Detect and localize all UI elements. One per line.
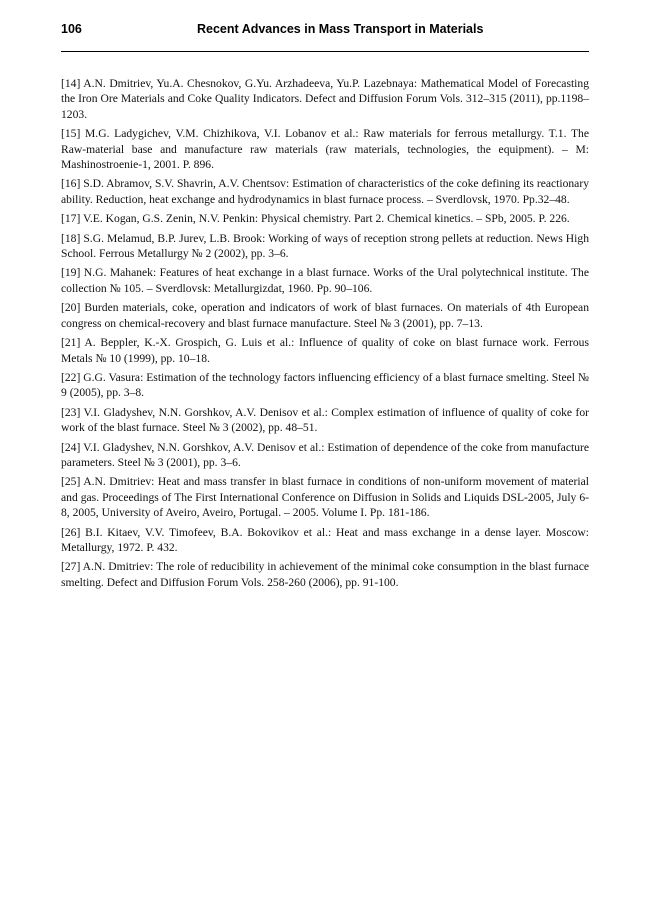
reference-item-23: [23] V.I. Gladyshev, N.N. Gorshkov, A.V. Denisov et al.: Complex estimation of influence of quality of coke for work of the blast furnace. Steel № 3 (2002), pp. 48–51. bbox=[61, 405, 589, 435]
reference-list bbox=[61, 76, 589, 590]
reference-item-17: [17] V.E. Kogan, G.S. Zenin, N.V. Penkin: Physical chemistry. Part 2. Chemical kinetics. – SPb, 2005. P. 226. bbox=[61, 212, 570, 226]
reference-item-19: [19] N.G. Mahanek: Features of heat exchange in a blast furnace. Works of the Ural polytechnical institute. The collection № 105. – Sverdlovsk: Metallurgizdat, 1960. Pp. 90–106. bbox=[61, 266, 589, 295]
reference-item-26: [26] B.I. Kitaev, V.V. Timofeev, B.A. Bokovikov et al.: Heat and mass exchange in a dense layer. Moscow: Metallurgy, 1972. P. 432. bbox=[61, 525, 589, 554]
reference-item-14: [14] A.N. Dmitriev, Yu.A. Chesnokov, G.Yu. Arzhadeeva, Yu.P. Lazebnaya: Mathematical Model of Forecasting the Iron Ore Materials and Coke Quality Indicators. Defect and Diffusion Forum Vols. 312–315 (2011), pp.1198–1203. bbox=[61, 77, 589, 121]
reference-item-18: [18] S.G. Melamud, B.P. Jurev, L.B. Brook: Working of ways of reception strong pellets at reduction. News High School. Ferrous Metallurgy № 2 (2002), pp. 3–6. bbox=[61, 231, 589, 261]
page-number: 106 bbox=[61, 22, 82, 36]
reference-item-27: [27] A.N. Dmitriev: The role of reducibility in achievement of the minimal coke consumption in the blast furnace smelting. Defect and Diffusion Forum Vols. 258-260 (2006), pp. 91-100. bbox=[61, 560, 589, 589]
header-divider bbox=[61, 51, 589, 52]
reference-item-16: [16] S.D. Abramov, S.V. Shavrin, A.V. Chentsov: Estimation of characteristics of the coke defining its reactionary ability. Reduction, heat exchange and hydrodynamics in blast furnace process. – Sverdlovsk, 1970. Pp.32–48. bbox=[61, 177, 589, 206]
reference-item-22: [22] G.G. Vasura: Estimation of the technology factors influencing efficiency of a blast furnace smelting. Steel № 9 (2005), pp. 3–8. bbox=[61, 370, 589, 400]
page-header bbox=[61, 22, 589, 44]
reference-item-15: [15] M.G. Ladygichev, V.M. Chizhikova, V.I. Lobanov et al.: Raw materials for ferrous metallurgy. T.1. The Raw-material base and manufacture raw materials (raw materials, technologies, the equipment). – M: Mashinostroenie-1, 2001. P. 896. bbox=[61, 127, 589, 172]
reference-item-20: [20] Burden materials, coke, operation and indicators of work of blast furnaces. On materials of 4th European congress on chemical-recovery and blast furnace manufacture. Steel № 3 (2001), pp. 7–13. bbox=[61, 301, 589, 330]
reference-item-24: [24] V.I. Gladyshev, N.N. Gorshkov, A.V. Denisov et al.: Estimation of dependence of the coke from manufacture parameters. Steel № 3 (2001), pp. 3–6. bbox=[61, 440, 589, 469]
running-title: Recent Advances in Mass Transport in Materials bbox=[197, 22, 484, 36]
reference-item-25: [25] A.N. Dmitriev: Heat and mass transfer in blast furnace in conditions of non-uniform movement of material and gas. Proceedings of The First International Conference on Diffusion in Solids and Liquids DSL-2005, July 6-8, 2005, University of Aveiro, Aveiro, Portugal. – 2005. Volume I. Pp. 181-186. bbox=[61, 475, 589, 520]
reference-item-21: [21] A. Beppler, K.-X. Grospich, G. Luis et al.: Influence of quality of coke on blast furnace work. Ferrous Metals № 10 (1999), pp. 10–18. bbox=[61, 336, 589, 365]
